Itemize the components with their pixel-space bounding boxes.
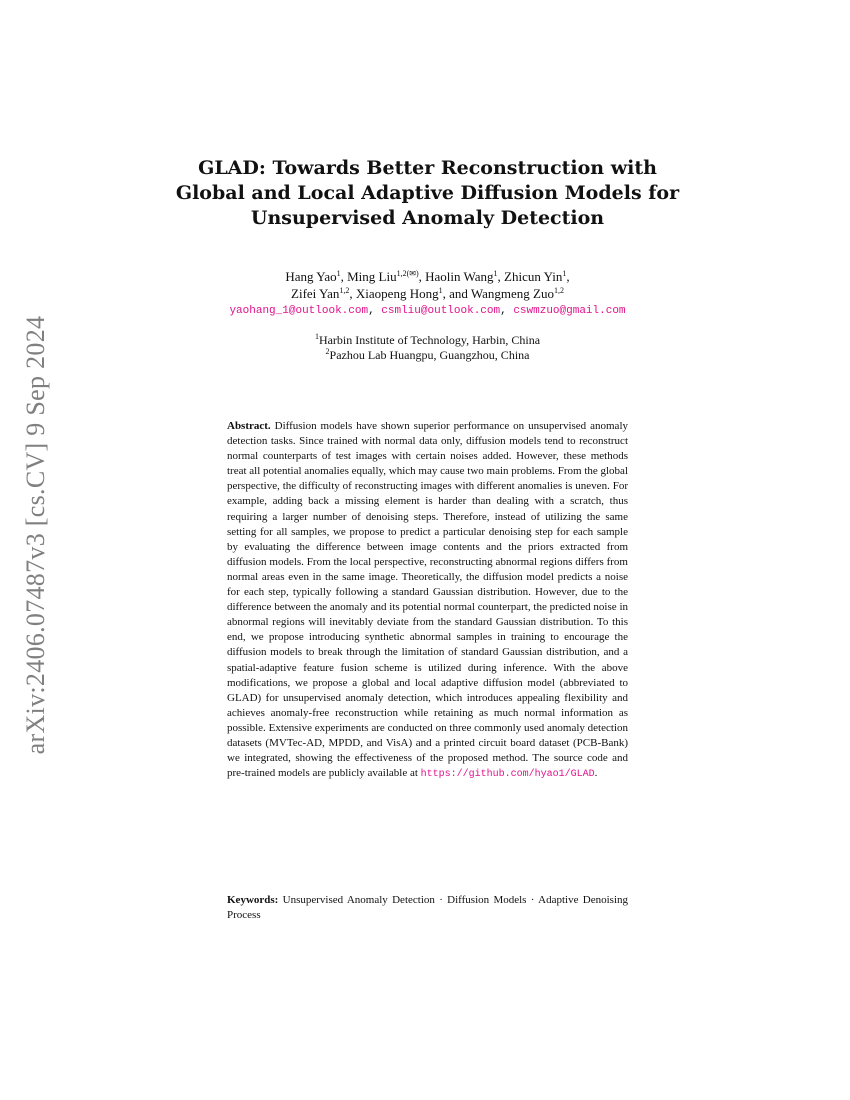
author-name: Wangmeng Zuo (470, 286, 554, 301)
author-name: Hang Yao (285, 269, 337, 284)
affiliation-text: Pazhou Lab Huangpu, Guangzhou, China (329, 348, 530, 362)
author-name: Ming Liu (347, 269, 397, 284)
abstract-end: . (594, 767, 598, 780)
affiliation-marker: 1 (336, 269, 341, 278)
keywords-text: Unsupervised Anomaly Detection · Diffusion Models · Adaptive Denoising Process (227, 894, 629, 922)
abstract (227, 419, 628, 782)
email-list: yaohang_1@outlook.com, csmliu@outlook.com, cswmzuo@gmail.com (229, 305, 626, 317)
affiliation-marker: 1,2(✉) (396, 269, 419, 278)
affiliation-marker: 1 (562, 269, 567, 278)
abstract-body: Diffusion models have shown superior performance on unsupervised anomaly detection tasks. Since trained with normal data only, diffusion models tend to reconstruct normal counterparts of test images with certain noises added. However, these methods treat all potential anomalies equally, which may cause two main problems. From the global perspective, the difficulty of reconstructing images with different anomalies is uneven. For example, adding back a missing element is harder than dealing with a scratch, thus requiring a larger number of denoising steps. Therefore, instead of utilizing the same setting for all samples, we propose to predict a particular denoising step for each sample by evaluating the difference between image contents and the priors extracted from diffusion models. From the local perspective, reconstructing abnormal regions differs from normal areas even in the same image. Theoretically, the diffusion model predicts a noise for each step, typically following a standard Gaussian distribution. However, due to the difference between the anomaly and its potential normal counterpart, the predicted noise in abnormal regions will inevitably deviate from the standard Gaussian distribution. To this end, we propose introducing synthetic abnormal samples in training to encourage the diffusion models to break through the limitation of standard Gaussian distribution, and a spatial-adaptive feature fusion scheme is utilized during inference. With the above modifications, we propose a global and local adaptive diffusion model (abbreviated to GLAD) for unsupervised anomaly detection, which introduces appealing flexibility and achieves anomaly-free reconstruction while retaining as much normal information as possible. Extensive experiments are conducted on three commonly used anomaly detection datasets (MVTec-AD, MPDD, and VisA) and a printed circuit board dataset (PCB-Bank) we integrated, showing the effectiveness of the proposed method. The source code and pre-trained models are publicly available at (227, 420, 628, 780)
affiliation-marker: 1,2 (553, 286, 564, 295)
affiliation-marker: 1 (493, 269, 498, 278)
author-name: Haolin Wang (425, 269, 494, 284)
email-link[interactable]: yaohang_1@outlook.com (229, 305, 369, 317)
affiliation-list (150, 333, 705, 363)
email-link[interactable]: cswmzuo@gmail.com (513, 305, 626, 317)
email-link[interactable]: csmliu@outlook.com (381, 305, 501, 317)
affiliation (150, 333, 705, 348)
author-name: Zifei Yan (291, 286, 340, 301)
paper-title (150, 156, 705, 231)
title-line: GLAD: Towards Better Reconstruction with (198, 157, 657, 179)
title-line: Global and Local Adaptive Diffusion Models for (175, 182, 680, 204)
arxiv-identifier-stamp: arXiv:2406.07487v3 [cs.CV] 9 Sep 2024 (21, 315, 50, 755)
affiliation-text: Harbin Institute of Technology, Harbin, China (318, 333, 541, 347)
author-row: Zifei Yan$^{1,2}$, Xiaopeng Hong$^1$, and Wangmeng Zuo$^{1,2}$ (291, 286, 564, 301)
affiliation-marker: 1 (314, 332, 319, 341)
affiliation-marker: 2 (325, 347, 330, 356)
title-line: Unsupervised Anomaly Detection (250, 207, 605, 229)
code-repository-link[interactable]: https://github.com/hyao1/GLAD (420, 769, 595, 781)
affiliation-marker: 1,2 (339, 286, 350, 295)
author-row: Hang Yao$^1$, Ming Liu$^{1,2(✉)}$, Haolin Wang$^1$, Zhicun Yin$^1$, (285, 269, 570, 284)
affiliation-marker: 1 (438, 286, 443, 295)
author-list (150, 268, 705, 302)
affiliation (150, 348, 705, 363)
author-name: Xiaopeng Hong (355, 286, 439, 301)
keywords-label: Keywords: (227, 894, 279, 906)
abstract-label: Abstract. (227, 420, 271, 432)
author-name: Zhicun Yin (504, 269, 563, 284)
keywords (227, 893, 628, 923)
